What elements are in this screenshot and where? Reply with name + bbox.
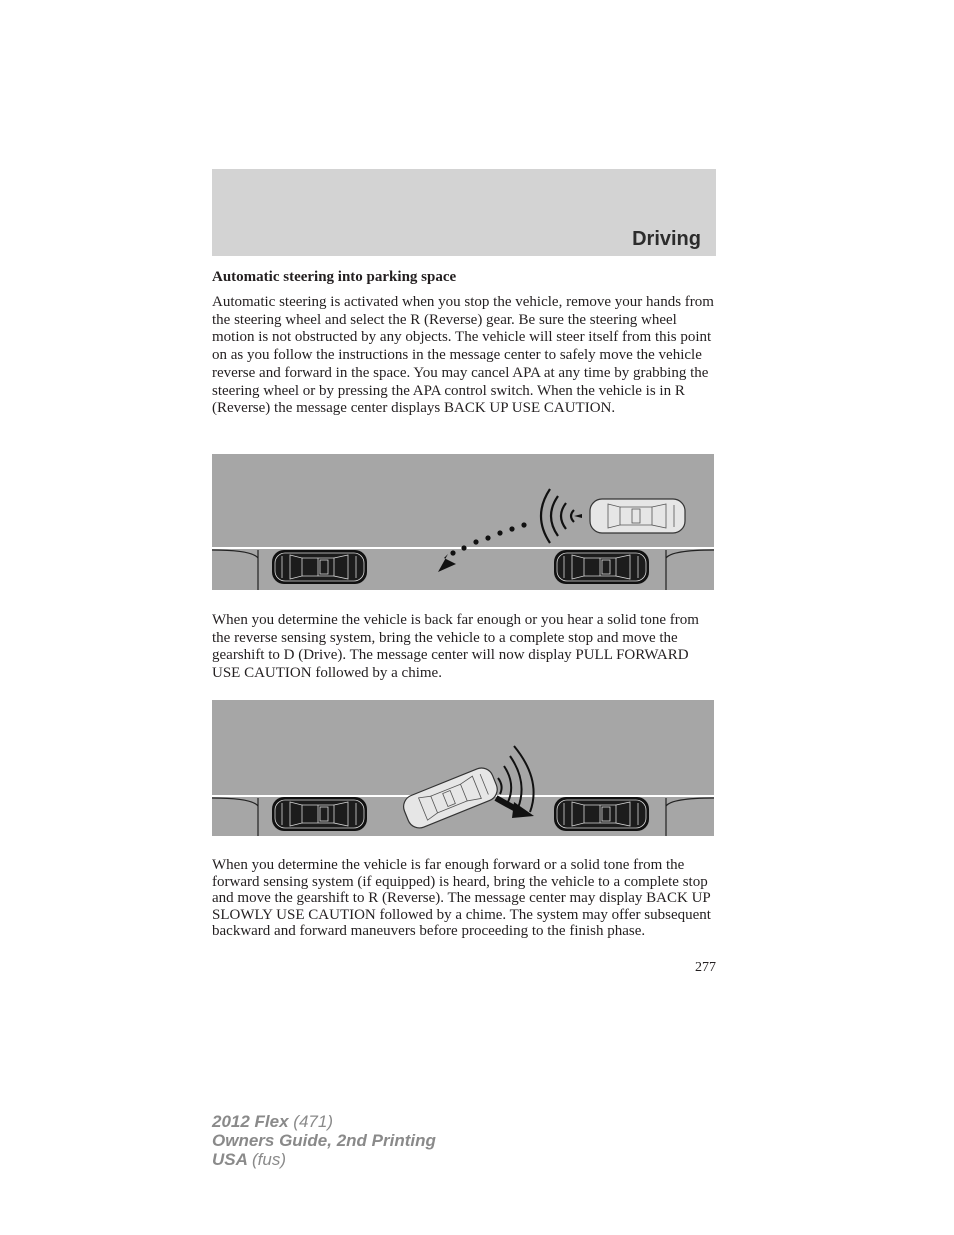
footer-model-code: (471) [293,1112,333,1131]
section-heading: Automatic steering into parking space [212,269,457,285]
document-footer [212,1112,436,1169]
paragraph-2: When you determine the vehicle is back far enough or you hear a solid tone from the reverse sensing system, bring the vehicle to a complete stop and move the gearshift to D (Drive). The message center will now display PULL FORWARD USE CAUTION followed by a chime. [212,612,699,682]
parked-car-right [554,797,649,831]
footer-guide-edition: Owners Guide, 2nd Printing [212,1131,436,1150]
pull-forward-illustration [212,700,714,836]
parked-car-right [554,550,649,584]
footer-market: USA [212,1150,248,1169]
section-header-band [212,169,716,256]
footer-model: 2012 Flex [212,1112,289,1131]
reverse-into-space-illustration [212,454,714,590]
parked-car-left [272,550,367,584]
footer-market-code: (fus) [252,1150,286,1169]
page-number: 277 [695,960,716,975]
moving-car [590,499,685,533]
paragraph-3: When you determine the vehicle is far enough forward or a solid tone from the forward sensing system (if equipped) is heard, bring the vehicle to a complete stop and move the gearshift to R (Reverse). The message center may display BACK UP SLOWLY USE CAUTION followed by a chime. The system may offer subsequent backward and forward maneuvers before proceeding to the finish phase. [212,857,711,939]
parked-car-left [272,797,367,831]
section-title: Driving [632,228,701,250]
paragraph-1: Automatic steering is activated when you stop the vehicle, remove your hands from the steering wheel and select the R (Reverse) gear. Be sure the steering wheel motion is not obstructed by any objects. The vehicle will steer itself from this point on as you follow the instructions in the message center to safely move the vehicle reverse and forward in the space. You may cancel APA at any time by grabbing the steering wheel or by pressing the APA control switch. When the vehicle is in R (Reverse) the message center displays BACK UP USE CAUTION. [212,294,714,417]
